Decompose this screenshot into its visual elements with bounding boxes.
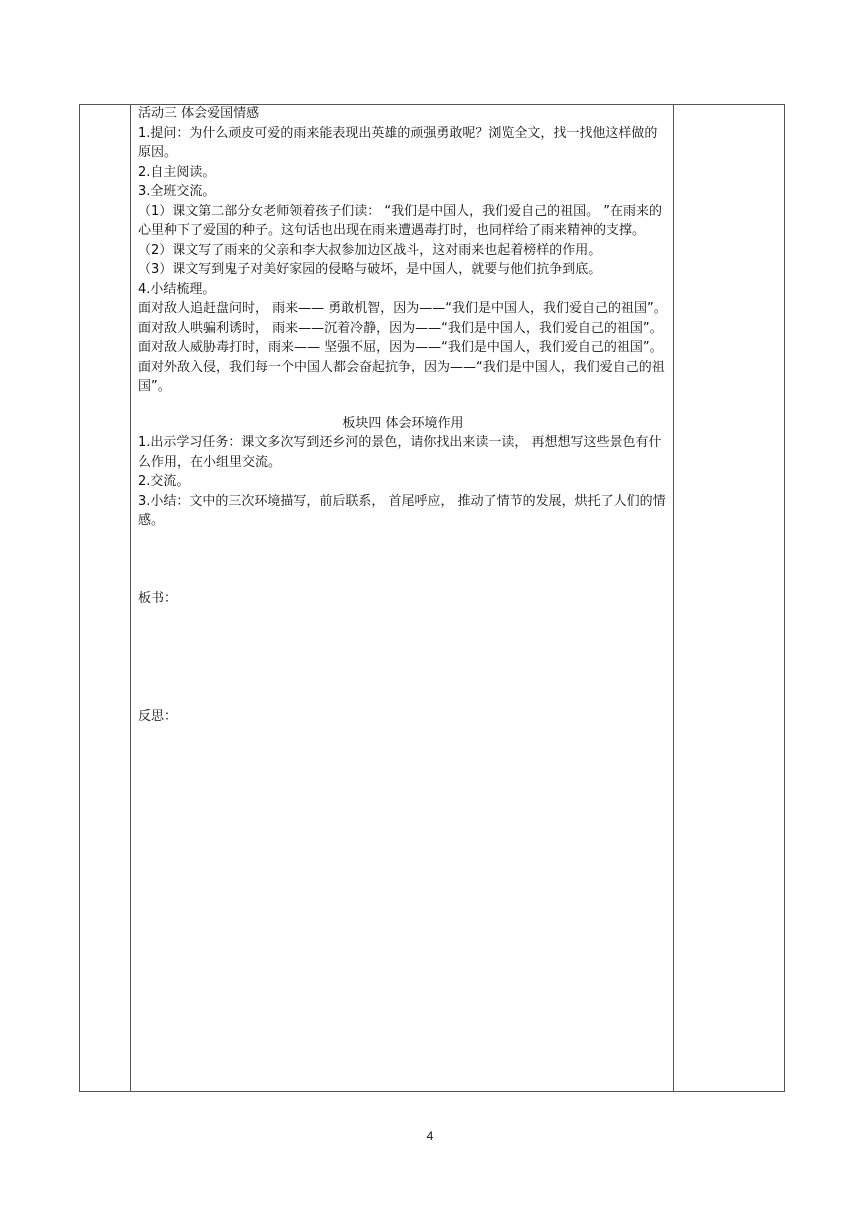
table-divider-right [673,105,674,1091]
activity-3-item-self-reading: 2.自主阅读。 [138,164,216,180]
section-4-item-task: 1.出示学习任务：课文多次写到还乡河的景色，请你找出来读一读， 再想想写这些景色有什么作用，在小组里交流。 [138,435,662,470]
board-label: 板书： [138,590,178,606]
page-number: 4 [426,1129,434,1143]
activity-3-point-3: （3）课文写到鬼子对美好家园的侵略与破坏，是中国人，就要与他们抗争到底。 [138,262,602,277]
summary-line-chase: 面对敌人追赶盘问时， 雨来—— 勇敢机智，因为——“我们是中国人，我们爱自己的祖国”。 [138,301,667,316]
activity-3-point-2: （2）课文写了雨来的父亲和李大叔参加边区战斗，这对雨来也起着榜样的作用。 [138,242,602,258]
activity-3-item-question: 1.提问：为什么顽皮可爱的雨来能表现出英雄的顽强勇敢呢？浏览全文，找一找他这样做的原因。 [138,125,658,160]
activity-3-item-class-exchange: 3.全班交流。 [138,184,216,199]
summary-line-invasion: 面对外敌入侵，我们每一个中国人都会奋起抗争，因为——“我们是中国人，我们爱自己的祖国”。 [138,359,665,394]
section-4-title: 板块四 体会环境作用 [342,415,464,431]
section-4-item-exchange: 2.交流。 [138,474,190,489]
table-divider-left [130,105,131,1091]
activity-3-title: 活动三 体会爱国情感 [138,106,260,121]
activity-3-item-summary: 4.小结梳理。 [138,281,216,297]
activity-3-point-1: （1）课文第二部分女老师领着孩子们读： “我们是中国人，我们爱自己的祖国。 ”在雨来的心里种下了爱国的种子。这句话也出现在雨来遭遇毒打时，也同样给了雨来精神的支撑。 [138,203,663,238]
lesson-content-cell [138,104,668,727]
summary-line-bribe: 面对敌人哄骗利诱时， 雨来——沉着冷静，因为——“我们是中国人，我们爱自己的祖国”。 [138,320,663,336]
reflection-label: 反思： [138,709,178,724]
section-4-item-summary: 3.小结：文中的三次环境描写，前后联系， 首尾呼应， 推动了情节的发展，烘托了人们的情感。 [138,493,666,528]
summary-line-threat: 面对敌人威胁毒打时，雨来—— 坚强不屈，因为——“我们是中国人，我们爱自己的祖国”。 [138,340,663,355]
